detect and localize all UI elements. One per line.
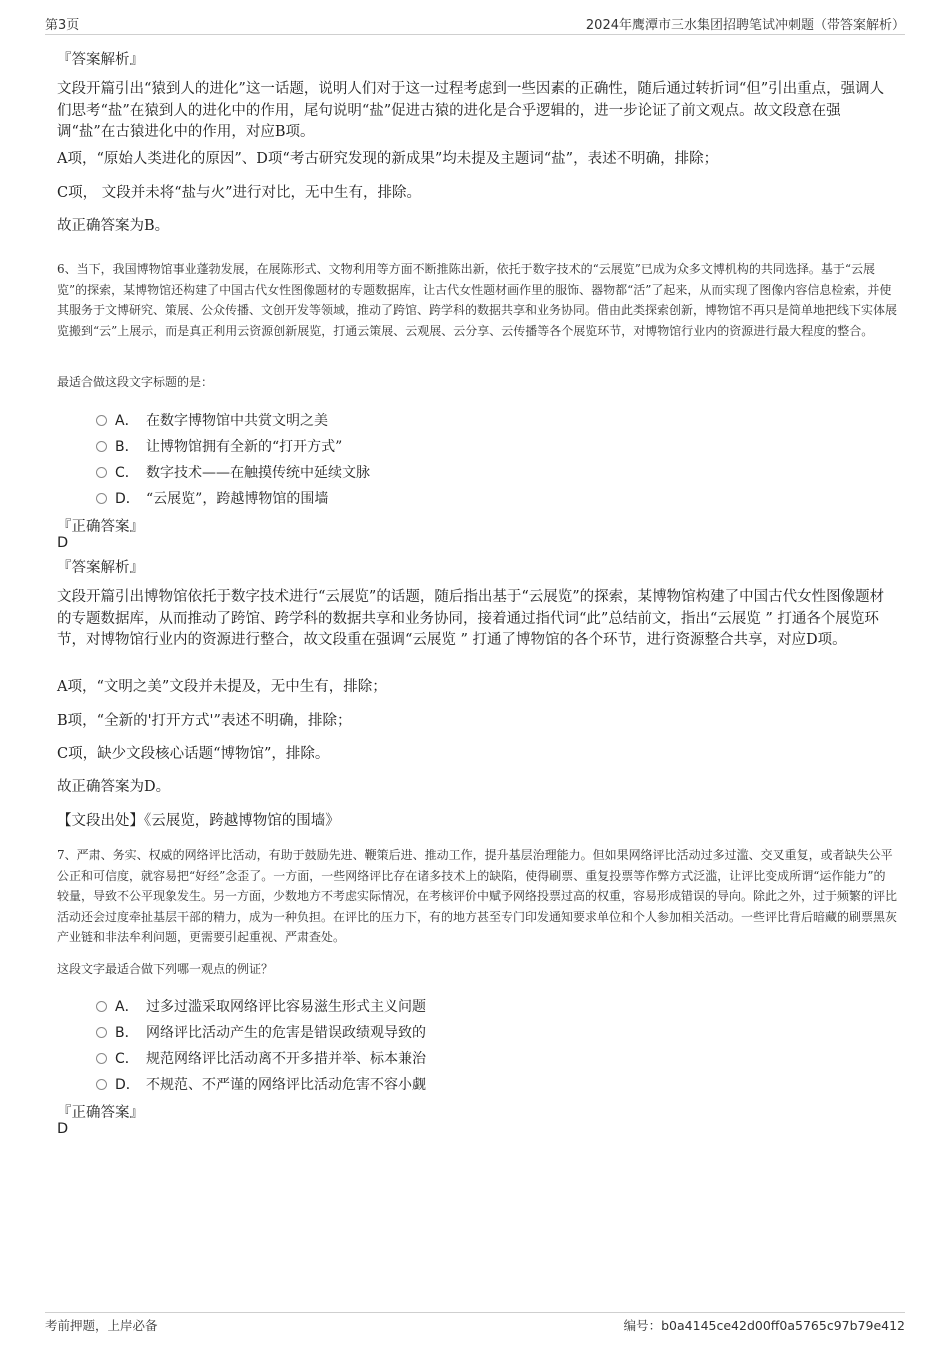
- radio-icon[interactable]: [96, 493, 107, 504]
- radio-icon[interactable]: [96, 1027, 107, 1038]
- analysis-paragraph: 文段开篇引出“猿到人的进化”这一话题，说明人们对于这一过程考虑到一些因素的正确性，随后通过转折词“但”引出重点，强调人们思考“盐”在猿到人的进化中的作用，尾句说明“盐”促进古猿的进化是合乎逻辑的，进一步论证了前文观点。故文段意在强调“盐”在古猿进化中的作用，对应B项。: [57, 81, 885, 140]
- answer-tag: 『正确答案』: [57, 519, 144, 535]
- analysis-conclusion: 故正确答案为D。: [57, 779, 171, 795]
- analysis-paragraph: B项，“全新的'打开方式'”表述不明确，排除；: [57, 713, 352, 729]
- document-id: 编号：b0a4145ce42d00ff0a5765c97b79e412: [623, 1318, 905, 1333]
- option-b[interactable]: B． 让博物馆拥有全新的“打开方式”: [96, 436, 342, 456]
- analysis-tag: 『答案解析』: [57, 560, 144, 576]
- option-b[interactable]: B． 网络评比活动产生的危害是错误政绩观导致的: [96, 1022, 426, 1042]
- radio-icon[interactable]: [96, 1053, 107, 1064]
- question-prompt: 这段文字最适合做下列哪一观点的例证？: [57, 962, 274, 976]
- analysis-paragraph: A项，“文明之美”文段并未提及，无中生有，排除；: [57, 679, 387, 695]
- radio-icon[interactable]: [96, 1001, 107, 1012]
- page-header: [45, 14, 905, 35]
- page-number: 第3页: [45, 18, 80, 33]
- analysis-conclusion: 故正确答案为B。: [57, 218, 170, 234]
- page-footer: [45, 1312, 905, 1335]
- analysis-tag: 『答案解析』: [57, 52, 144, 68]
- answer-value: D: [57, 535, 69, 551]
- analysis-paragraph: C项， 文段并未将“盐与火”进行对比，无中生有，排除。: [57, 185, 422, 201]
- source-citation: 【文段出处】《云展览，跨越博物馆的围墙》: [57, 813, 340, 829]
- radio-icon[interactable]: [96, 1079, 107, 1090]
- question-stem: 7、严肃、务实、权威的网络评比活动，有助于鼓励先进、鞭策后进、推动工作，提升基层治理能力。但如果网络评比活动过多过滥、交叉重复，或者缺失公平公正和可信度，就容易把“好经”念歪了。一方面，一些网络评比存在诸多技术上的缺陷，使得刷票、重复投票等作弊方式泛滥，让评比变成所谓“运作能力”的较量，导致不公平现象发生。另一方面，少数地方不考虑实际情况，在考核评价中赋予网络投票过高的权重，容易形成错误的导向。除此之外，过于频繁的评比活动还会过度牵扯基层干部的精力，成为一种负担。在评比的压力下，有的地方甚至专门印发通知要求单位和个人参加相关活动。一些评比背后暗藏的刷票黑灰产业链和非法牟利问题，更需要引起重视、严肃查处。: [57, 848, 898, 944]
- radio-icon[interactable]: [96, 415, 107, 426]
- option-a[interactable]: A． 过多过滥采取网络评比容易滋生形式主义问题: [96, 996, 426, 1016]
- analysis-paragraph: 文段开篇引出博物馆依托于数字技术进行“云展览”的话题，随后指出基于“云展览”的探索，某博物馆构建了中国古代女性图像题材的专题数据库，从而推动了跨馆、跨学科的数据共享和业务协同，接着通过指代词“此”总结前文，指出“云展览 ” 打通各个展览环节，对博物馆行业内的资源进行整合，故文段重在强调“云展览 ” 打通了博物馆的各个环节，进行资源整合共享，对应D项。: [57, 589, 885, 648]
- option-d[interactable]: D． “云展览”，跨越博物馆的围墙: [96, 488, 328, 508]
- radio-icon[interactable]: [96, 441, 107, 452]
- answer-tag: 『正确答案』: [57, 1105, 144, 1121]
- question-prompt: 最适合做这段文字标题的是：: [57, 375, 214, 389]
- document-title: 2024年鹰潭市三水集团招聘笔试冲刺题（带答案解析）: [585, 18, 905, 33]
- option-a[interactable]: A． 在数字博物馆中共赏文明之美: [96, 410, 328, 430]
- answer-value: D: [57, 1121, 69, 1137]
- question-stem: 6、当下，我国博物馆事业蓬勃发展，在展陈形式、文物利用等方面不断推陈出新，依托于数字技术的“云展览”已成为众多文博机构的共同选择。基于“云展览”的探索，某博物馆还构建了中国古代女性图像题材的专题数据库，让古代女性题材画作里的服饰、器物都“活”了起来，从而实现了图像内容信息检索，并使其服务于文博研究、策展、公众传播、文创开发等领域，推动了跨馆、跨学科的数据共享和业务协同。借由此类探索创新，博物馆不再只是简单地把线下实体展览搬到“云”上展示，而是真正利用云资源创新展览，打通云策展、云观展、云分享、云传播等各个展览环节，对博物馆行业内的资源进行最大程度的整合。: [57, 262, 898, 338]
- option-c[interactable]: C． 规范网络评比活动离不开多措并举、标本兼治: [96, 1048, 426, 1068]
- option-c[interactable]: C． 数字技术——在触摸传统中延续文脉: [96, 462, 370, 482]
- analysis-paragraph: C项，缺少文段核心话题“博物馆”，排除。: [57, 746, 330, 762]
- footer-slogan: 考前押题，上岸必备: [45, 1318, 158, 1333]
- radio-icon[interactable]: [96, 467, 107, 478]
- analysis-paragraph: A项，“原始人类进化的原因”、D项“考古研究发现的新成果”均未提及主题词“盐”，表述不明确，排除；: [57, 151, 719, 167]
- option-d[interactable]: D． 不规范、不严谨的网络评比活动危害不容小觑: [96, 1074, 426, 1094]
